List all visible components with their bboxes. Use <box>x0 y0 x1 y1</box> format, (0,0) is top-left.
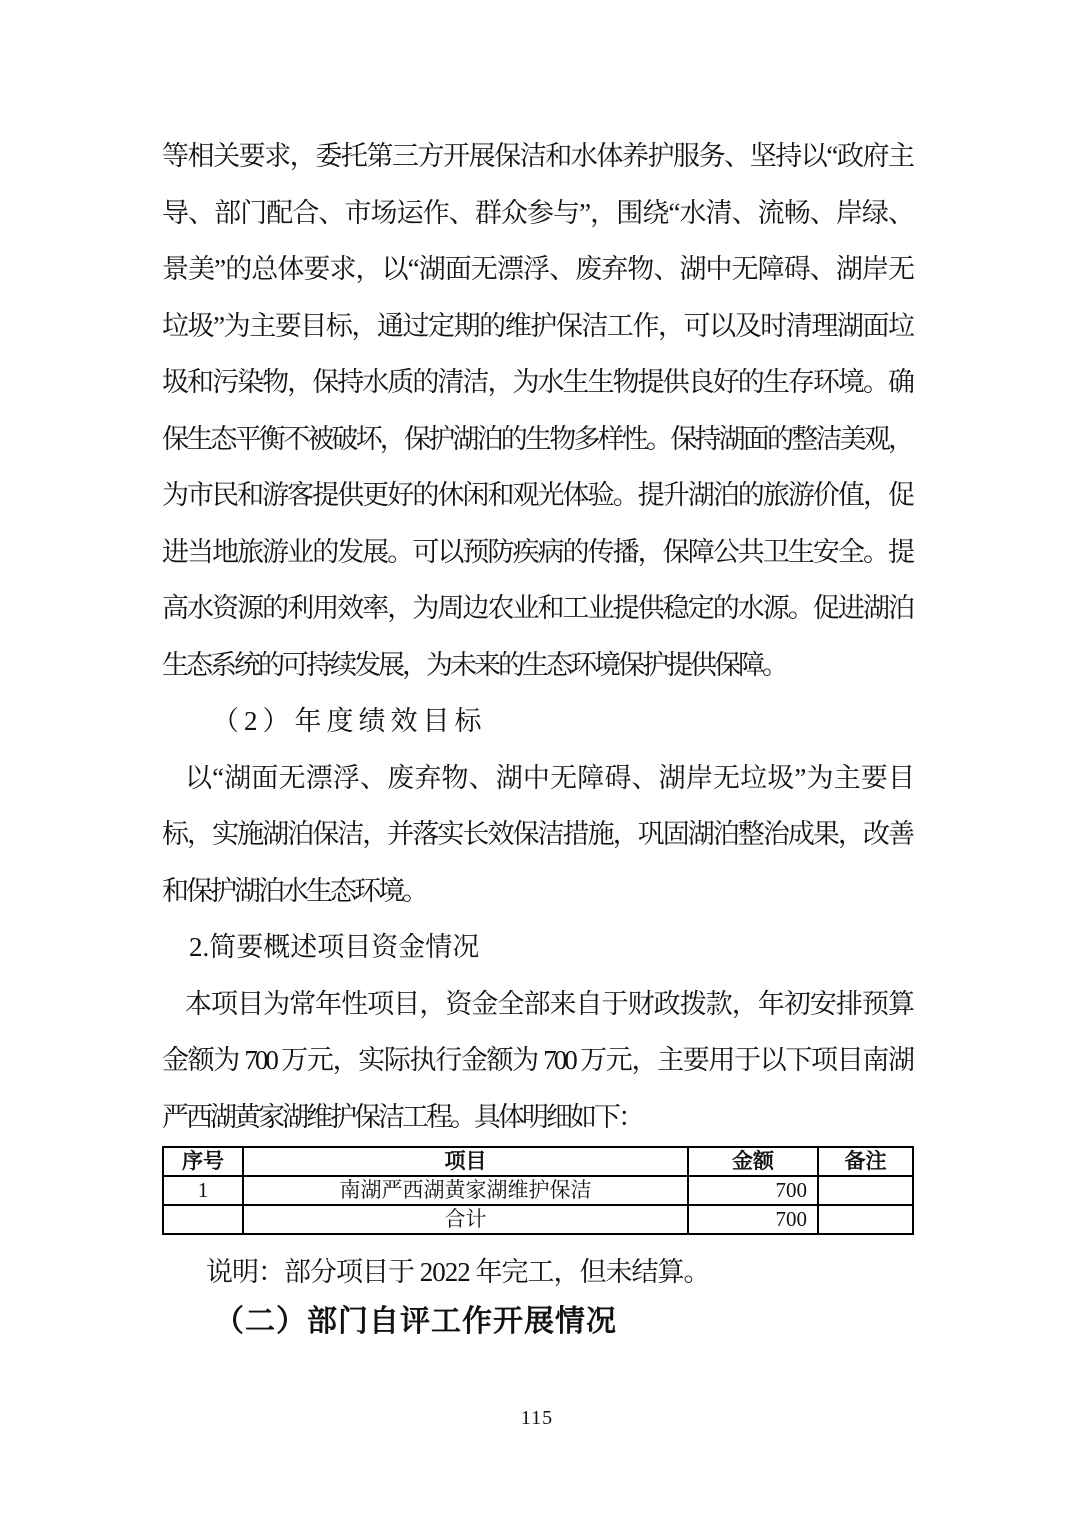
paragraph-line: 高水资源的利用效率，为周边农业和工业提供稳定的水源。促进湖泊 <box>162 593 912 623</box>
paragraph-funding-detail <box>162 976 912 1146</box>
paragraph-lake-cleaning-overview <box>162 128 912 693</box>
document-content <box>162 128 912 1347</box>
paragraph-line: 等相关要求，委托第三方开展保洁和水体养护服务、坚持以“政府主 <box>162 141 912 171</box>
paragraph-line: 圾和污染物，保持水质的清洁，为水生生物提供良好的生存环境。确 <box>162 367 912 397</box>
paragraph-line: 本项目为常年性项目，资金全部来自于财政拨款，年初安排预算 <box>185 988 912 1019</box>
cell-serial-number: 1 <box>163 1176 243 1205</box>
table-header-cell: 项目 <box>243 1147 688 1176</box>
page-number: 115 <box>520 1407 554 1429</box>
cell-total-label: 合计 <box>243 1205 688 1234</box>
paragraph-line: 标，实施湖泊保洁，并落实长效保洁措施，巩固湖泊整治成果，改善 <box>162 819 912 849</box>
paragraph-line: 以“湖面无漂浮、废弃物、湖中无障碍、湖岸无垃圾”为主要目 <box>185 762 912 793</box>
table-row <box>163 1176 913 1205</box>
paragraph-line: 景美”的总体要求，以“湖面无漂浮、废弃物、湖中无障碍、湖岸无 <box>162 254 912 284</box>
paragraph-line: 金额为 700 万元，实际执行金额为 700 万元，主要用于以下项目南湖 <box>162 1045 912 1075</box>
section-heading-self-evaluation: （二）部门自评工作开展情况 <box>214 1304 617 1338</box>
paragraph-line: 和保护湖泊水生态环境。 <box>162 875 426 906</box>
paragraph-line: 生态系统的可持续发展，为未来的生态环境保护提供保障。 <box>162 649 786 680</box>
paragraph-line: 导、部门配合、市场运作、群众参与”，围绕“水清、流畅、岸绿、 <box>162 197 912 228</box>
cell-project-name: 南湖严西湖黄家湖维护保洁 <box>243 1176 688 1205</box>
table-header-cell: 备注 <box>818 1147 913 1176</box>
cell-amount: 700 <box>688 1176 818 1205</box>
paragraph-annual-target-detail <box>162 750 912 920</box>
table-header-row <box>163 1147 913 1176</box>
paragraph-line: 垃圾”为主要目标，通过定期的维护保洁工作，可以及时清理湖面垃 <box>162 310 912 341</box>
paragraph-line: 为市民和游客提供更好的休闲和观光体验。提升湖泊的旅游价值，促 <box>162 480 912 510</box>
table-note: 说明：部分项目于 2022 年完工，但未结算。 <box>206 1257 710 1287</box>
heading-annual-performance-target: （2）年度绩效目标 <box>212 706 487 736</box>
table-header-cell: 序号 <box>163 1147 243 1176</box>
paragraph-line: 保生态平衡不被破坏，保护湖泊的生物多样性。保持湖面的整洁美观， <box>162 423 912 454</box>
table-header-cell: 金额 <box>688 1147 818 1176</box>
funding-detail-table <box>162 1146 914 1235</box>
paragraph-line: 严西湖黄家湖维护保洁工程。具体明细如下： <box>162 1101 642 1132</box>
cell-serial-number <box>163 1205 243 1234</box>
paragraph-line: 进当地旅游业的发展。可以预防疾病的传播，保障公共卫生安全。提 <box>162 536 912 567</box>
cell-remark <box>818 1205 913 1234</box>
cell-remark <box>818 1176 913 1205</box>
cell-total-amount: 700 <box>688 1205 818 1234</box>
table-row-total <box>163 1205 913 1234</box>
heading-project-funding: 2.简要概述项目资金情况 <box>189 932 480 962</box>
